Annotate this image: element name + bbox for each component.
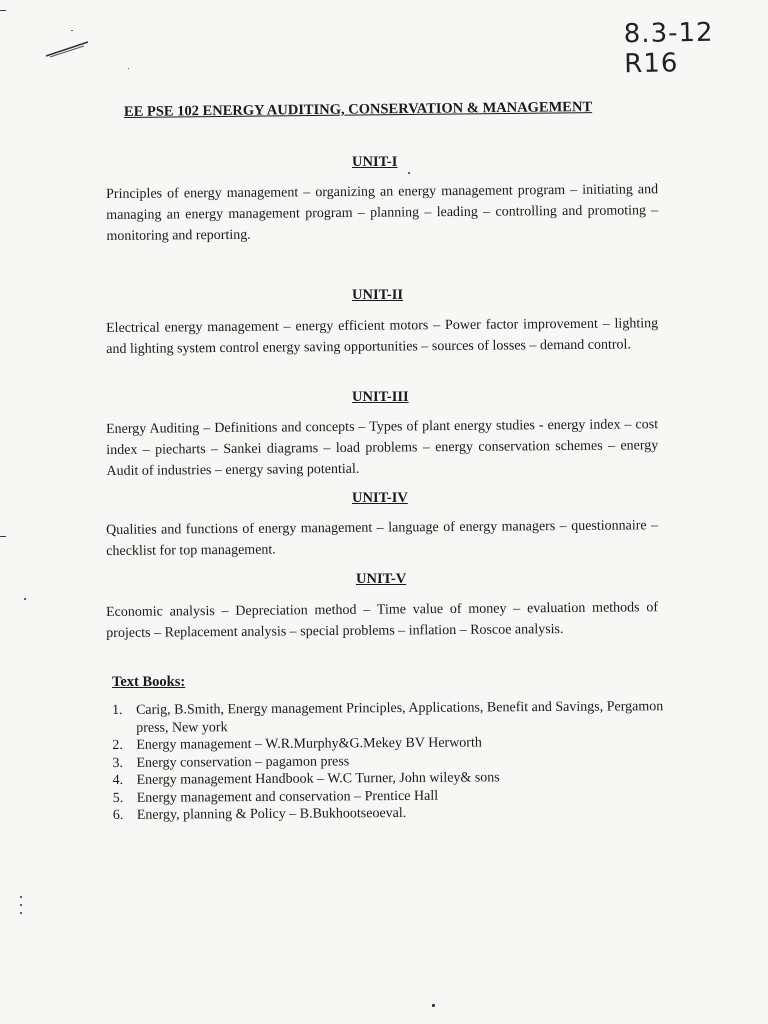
textbooks-heading: Text Books: <box>112 674 186 690</box>
scan-speck <box>408 172 410 174</box>
textbook-number: 5. <box>112 790 124 806</box>
textbooks-list <box>112 698 673 824</box>
textbook-text: Energy conservation – pagamon press <box>136 753 350 771</box>
unit-1-body: Principles of energy management – organizing an energy management program – initiating and managing an energy management program – planning – leading – controlling and promoting – monitoring and reporting. <box>106 182 659 244</box>
textbook-text: Energy management Handbook – W.C Turner, John wiley& sons <box>136 770 500 788</box>
scan-speck <box>128 68 129 69</box>
unit-5-body: Economic analysis – Depreciation method – Time value of money – evaluation methods of projects – Replacement analysis – special problems – inflation – Roscoe analysis. <box>106 600 659 641</box>
scan-speck <box>0 536 6 537</box>
textbook-text: Energy management – W.R.Murphy&G.Mekey BV Herworth <box>136 735 482 753</box>
course-title: EE PSE 102 ENERGY AUDITING, CONSERVATION & MANAGEMENT <box>123 99 593 120</box>
textbook-text: Energy, planning & Policy – B.Bukhootseoeval. <box>136 805 407 823</box>
textbook-number: 1. <box>112 702 123 718</box>
unit-5-heading: UNIT-V <box>356 571 407 587</box>
textbook-item <box>112 698 672 737</box>
scan-speck <box>20 912 22 914</box>
unit-3-body: Energy Auditing – Definitions and concepts – Types of plant energy studies - energy index – cost index – piecharts – Sankei diagrams – load problems – energy conservation schemes – energy Audit of industries – energy saving potential. <box>106 417 659 479</box>
unit-4-heading: UNIT-IV <box>352 490 408 506</box>
scan-speck <box>432 1004 435 1007</box>
scan-speck <box>0 10 6 11</box>
unit-3-heading: UNIT-III <box>352 389 409 405</box>
unit-2-body: Electrical energy management – energy efficient motors – Power factor improvement – lighting and lighting system control energy saving opportunities – sources of losses – demand control. <box>106 316 659 357</box>
textbook-text: Energy management and conservation – Prentice Hall <box>136 788 439 806</box>
textbook-number: 4. <box>112 772 124 788</box>
textbook-item <box>113 803 673 824</box>
textbook-number: 3. <box>112 755 123 771</box>
scan-speck <box>20 904 22 906</box>
scan-speck <box>20 896 22 898</box>
textbook-text: Carig, B.Smith, Energy management Principles, Applications, Benefit and Savings, Pergamon press, New york <box>136 699 664 736</box>
pen-scribble-mark <box>40 30 100 70</box>
unit-4-body: Qualities and functions of energy management – language of energy managers – questionnaire – checklist for top management. <box>106 518 659 559</box>
scan-speck <box>24 598 26 600</box>
textbook-number: 2. <box>112 737 123 753</box>
handwritten-date-note: 8.3-12 R16 <box>623 17 714 80</box>
unit-2-heading: UNIT-II <box>352 287 404 303</box>
textbook-number: 6. <box>112 807 124 823</box>
unit-1-heading: UNIT-I <box>352 154 398 170</box>
